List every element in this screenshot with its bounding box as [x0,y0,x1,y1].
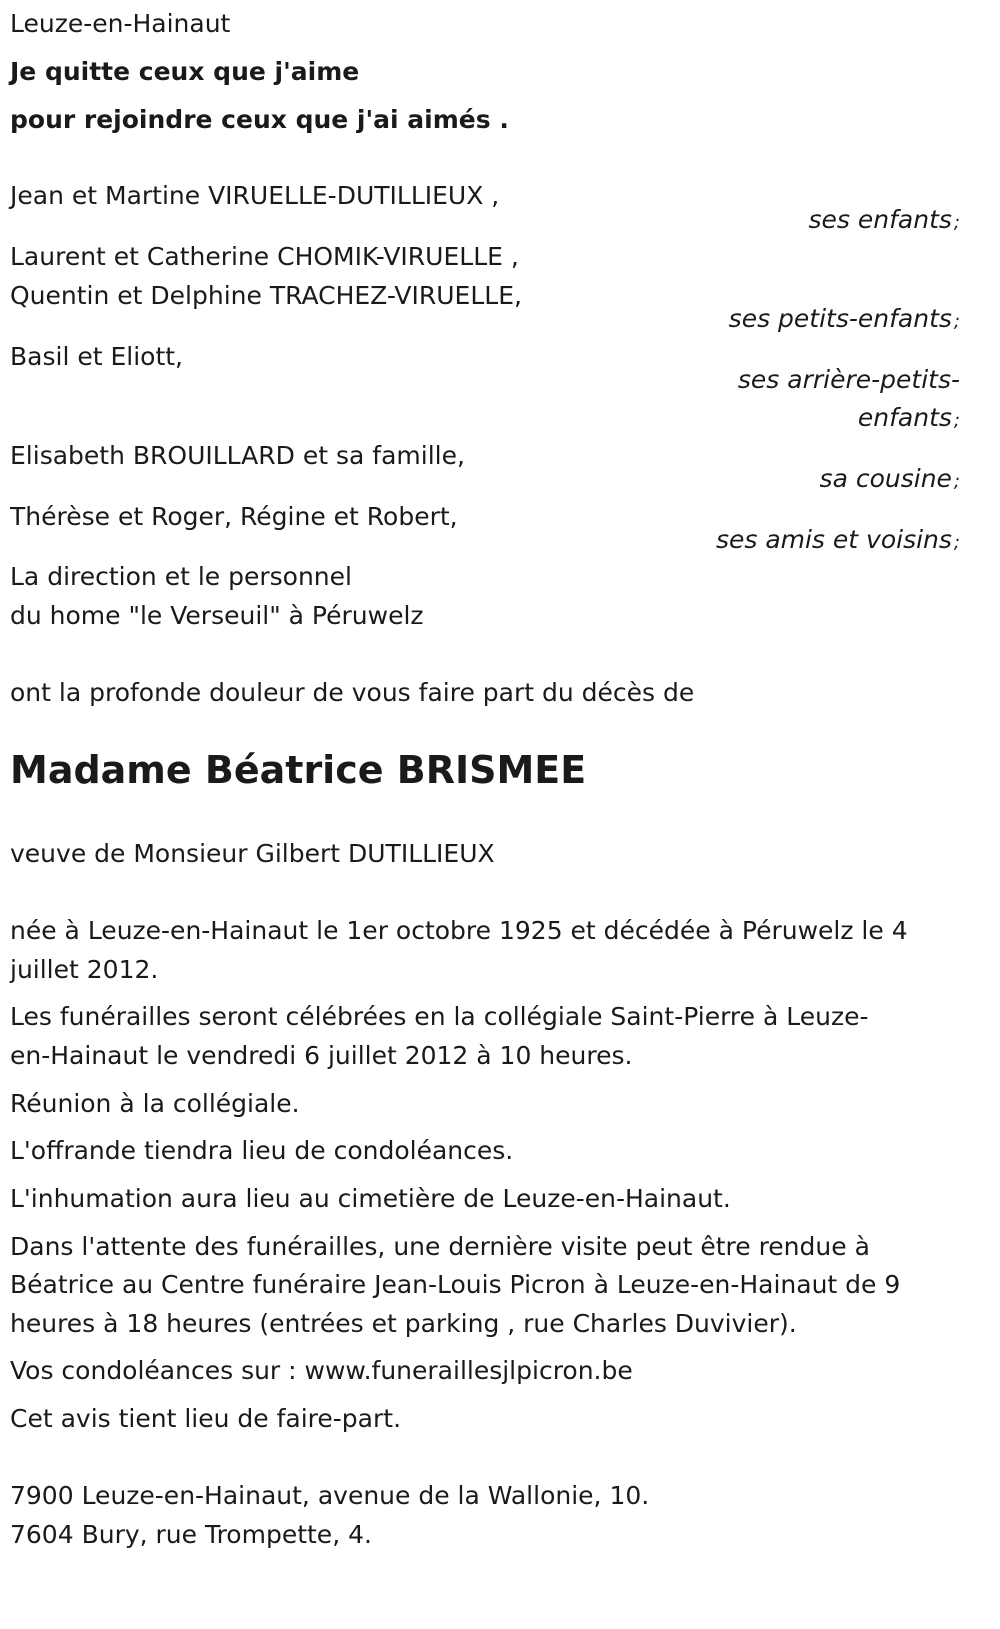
visit-line-3: heures à 18 heures (entrées et parking , rue Charles Duvivier). [10,1309,797,1338]
cousin-names: Elisabeth BROUILLARD et sa famille, [10,441,465,470]
meeting-line: Réunion à la collégiale. [10,1089,300,1118]
home-line-1: La direction et le personnel [10,562,352,591]
great-grandchildren-role-1: ses arrière-petits- [737,365,960,394]
notice-line: Cet avis tient lieu de faire-part. [10,1404,402,1433]
deceased-name: Madame Béatrice BRISMEE [10,748,587,792]
condolences-line [10,1351,633,1391]
separator: ; [953,212,960,233]
funeral-line-2: en-Hainaut le vendredi 6 juillet 2012 à 10 heures. [10,1041,633,1070]
birth-death-line-1: née à Leuze-en-Hainaut le 1er octobre 1925 et décédée à Péruwelz le 4 [10,916,908,945]
separator: ; [953,471,960,492]
separator: ; [953,311,960,332]
address-2: 7604 Bury, rue Trompette, 4. [10,1520,372,1549]
grandchildren-names-2: Quentin et Delphine TRACHEZ-VIRUELLE, [10,281,522,310]
condolences-label: Vos condoléances sur : [10,1356,305,1385]
address-1: 7900 Leuze-en-Hainaut, avenue de la Wallonie, 10. [10,1481,650,1510]
quote-line-2: pour rejoindre ceux que j'ai aimés . [10,105,509,134]
great-grandchildren-names: Basil et Eliott, [10,342,183,371]
funeral-line-1: Les funérailles seront célébrées en la collégiale Saint-Pierre à Leuze- [10,1002,869,1031]
grandchildren-names-1: Laurent et Catherine CHOMIK-VIRUELLE , [10,242,519,271]
grandchildren-role: ses petits-enfants ; [728,304,960,333]
birth-death-line-2: juillet 2012. [10,955,159,984]
quote-line-1: Je quitte ceux que j'aime [10,57,360,86]
cousin-role: sa cousine ; [819,464,960,493]
burial-line: L'inhumation aura lieu au cimetière de Leuze-en-Hainaut. [10,1184,731,1213]
visit-line-2: Béatrice au Centre funéraire Jean-Louis Picron à Leuze-en-Hainaut de 9 [10,1270,901,1299]
children-names: Jean et Martine VIRUELLE-DUTILLIEUX , [10,181,500,210]
separator: ; [953,410,960,431]
great-grandchildren-role-2: enfants ; [857,403,960,432]
offering-line: L'offrande tiendra lieu de condoléances. [10,1136,514,1165]
header-city: Leuze-en-Hainaut [10,9,231,38]
condolences-link[interactable]: www.funeraillesjlpicron.be [304,1356,633,1385]
announcement-intro: ont la profonde douleur de vous faire part du décès de [10,678,695,707]
home-line-2: du home "le Verseuil" à Péruwelz [10,601,424,630]
friends-names: Thérèse et Roger, Régine et Robert, [10,502,458,531]
separator: ; [953,532,960,553]
children-role: ses enfants ; [808,205,960,234]
visit-line-1: Dans l'attente des funérailles, une dernière visite peut être rendue à [10,1232,870,1261]
widow-of: veuve de Monsieur Gilbert DUTILLIEUX [10,839,495,868]
friends-role: ses amis et voisins ; [715,525,960,554]
